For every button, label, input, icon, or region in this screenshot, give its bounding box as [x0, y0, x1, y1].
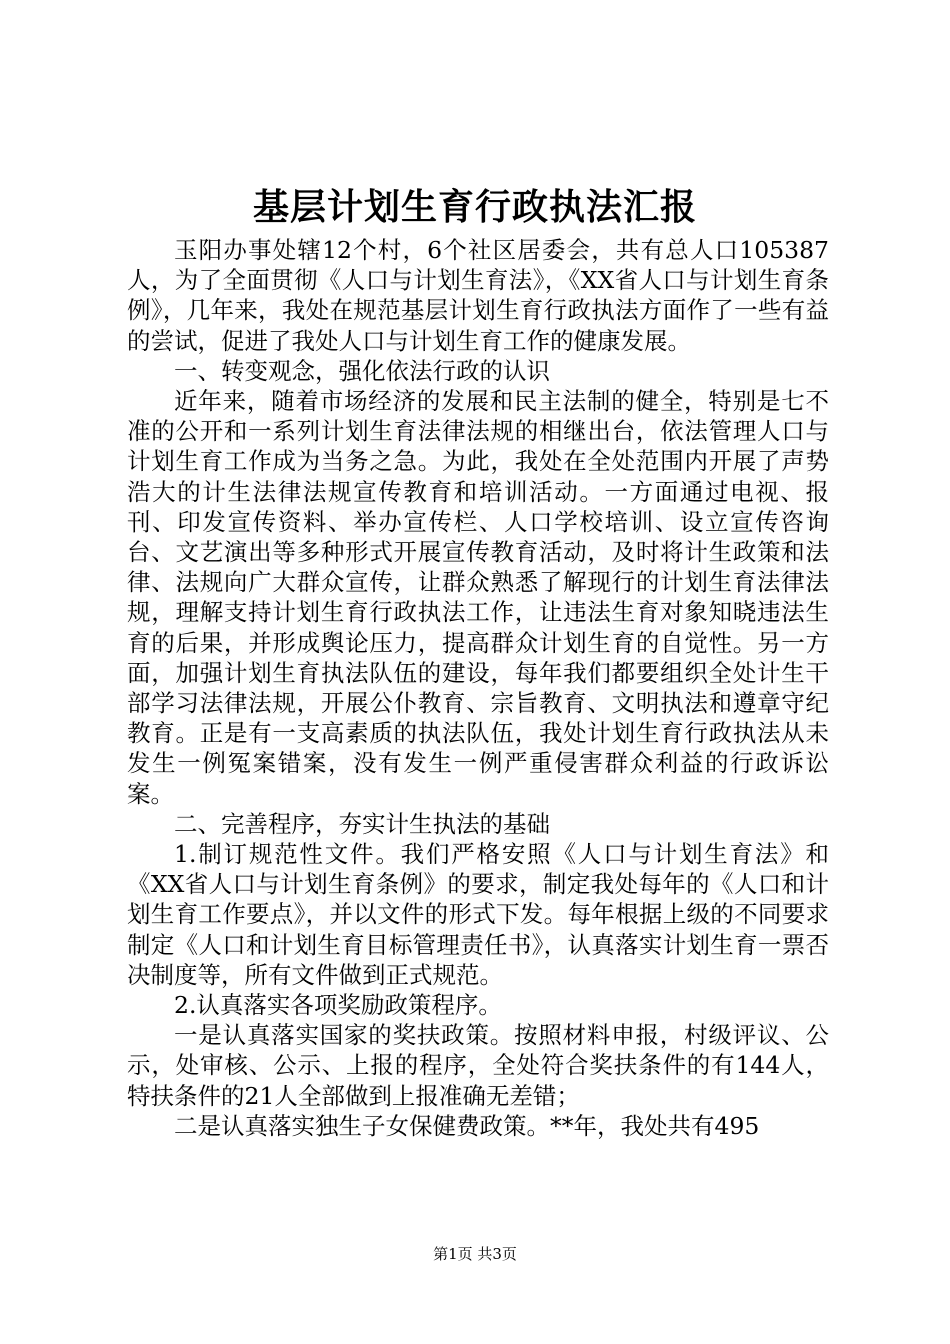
document-body — [127, 235, 829, 1141]
document-title: 基层计划生育行政执法汇报 — [252, 186, 697, 228]
paragraph-item-2: 2.认真落实各项奖励政策程序。 — [174, 991, 502, 1020]
paragraph-item-1: 1.制订规范性文件。我们严格安照《人口与计划生育法》和《XX省人口与计划生育条例》的要求，制定我处每年的《人口和计划生育工作要点》，并以文件的形式下发。每年根据上级的不同要求制定《人口和计划生育目标管理责任书》，认真落实计划生育一票否决制度等，所有文件做到正式规范。 — [127, 840, 829, 989]
section-heading-1: 一、转变观念，强化依法行政的认识 — [174, 356, 550, 385]
paragraph-intro: 玉阳办事处辖12个村，6个社区居委会，共有总人口105387人，为了全面贯彻《人口与计划生育法》，《XX省人口与计划生育条例》，几年来，我处在规范基层计划生育行政执法方面作了一些有益的尝试，促进了我处人口与计划生育工作的健康发展。 — [127, 236, 829, 355]
paragraph-subitem-1: 一是认真落实国家的奖扶政策。按照材料申报，村级评议、公示，处审核、公示、上报的程序，全处符合奖扶条件的有144人，特扶条件的21人全部做到上报准确无差错； — [127, 1021, 829, 1110]
section-heading-2: 二、完善程序，夯实计生执法的基础 — [174, 809, 550, 838]
page-number-footer: 第1页 共3页 — [433, 1245, 517, 1263]
paragraph-section-1: 近年来，随着市场经济的发展和民主法制的健全，特别是七不准的公开和一系列计划生育法律法规的相继出台，依法管理人口与计划生育工作成为当务之急。为此，我处在全处范围内开展了声势浩大的计生法律法规宣传教育和培训活动。一方面通过电视、报刊、印发宣传资料、举办宣传栏、人口学校培训、设立宣传咨询台、文艺演出等多种形式开展宣传教育活动，及时将计生政策和法律、法规向广大群众宣传，让群众熟悉了解现行的计划生育法律法规，理解支持计划生育行政执法工作，让违法生育对象知晓违法生育的后果，并形成舆论压力，提高群众计划生育的自觉性。另一方面，加强计划生育执法队伍的建设，每年我们都要组织全处计生干部学习法律法规，开展公仆教育、宗旨教育、文明执法和遵章守纪教育。正是有一支高素质的执法队伍，我处计划生育行政执法从未发生一例冤案错案，没有发生一例严重侵害群众利益的行政诉讼案。 — [127, 387, 829, 808]
paragraph-subitem-2: 二是认真落实独生子女保健费政策。**年，我处共有495 — [174, 1111, 760, 1140]
